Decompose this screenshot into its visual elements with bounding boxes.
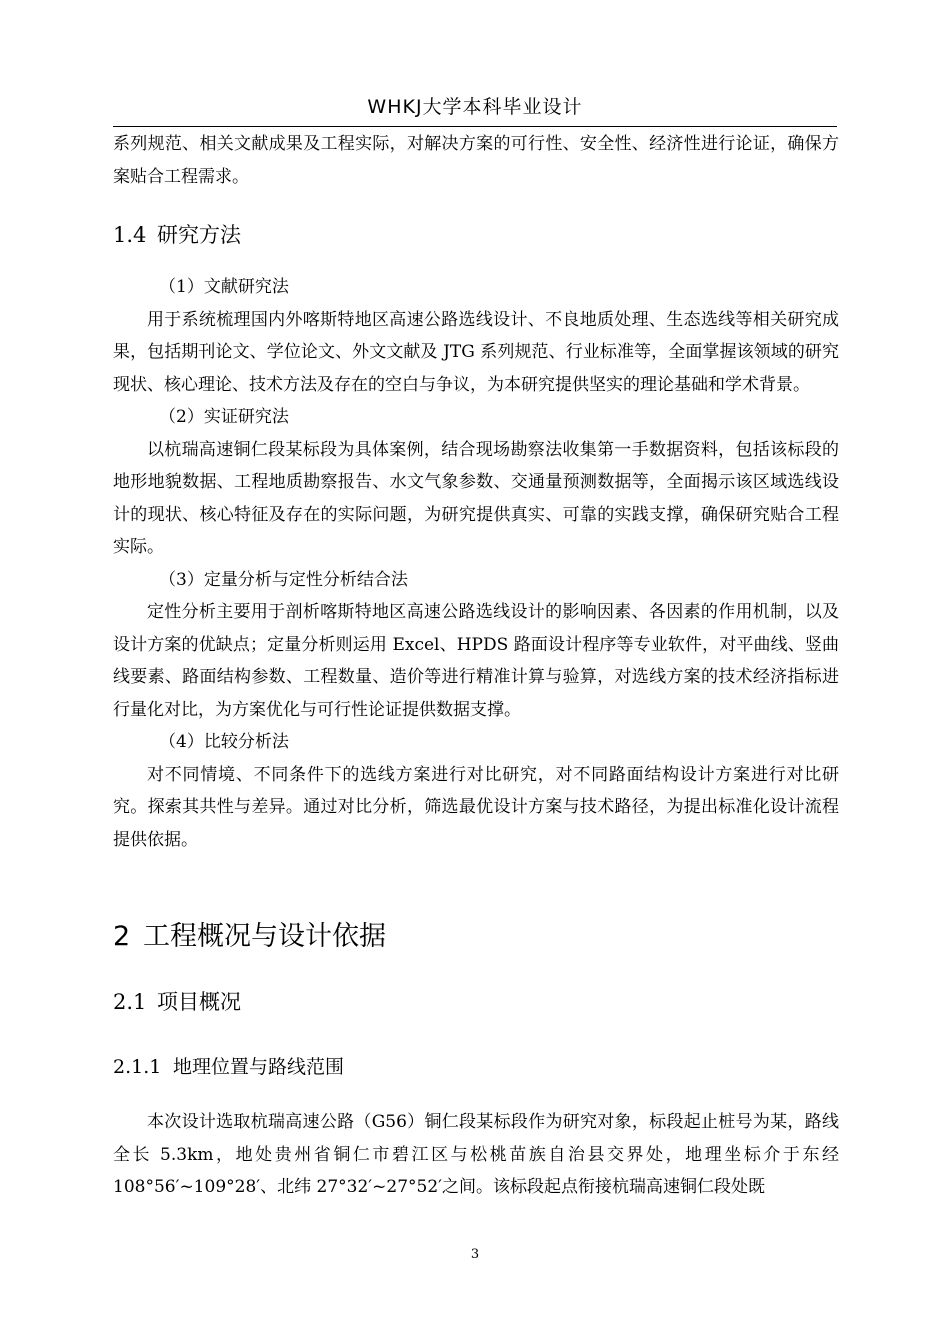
page-number: 3: [470, 1247, 480, 1262]
header-rule: [113, 126, 837, 127]
method-label-3: （3）定量分析与定性分析结合法: [159, 569, 408, 590]
page-body: [113, 128, 839, 1204]
section-heading-2-1: [113, 986, 839, 1016]
section-number: 1.4: [113, 223, 147, 247]
method-text-2: 以杭瑞高速铜仁段某标段为具体案例，结合现场勘察法收集第一手数据资料，包括该标段的地形地貌数据、工程地质勘察报告、水文气象参数、交通量预测数据等，全面揭示该区域选线设计的现状、核心特征及存在的实际问题，为研究提供真实、可靠的实践支撑，确保研究贴合工程实际。: [113, 439, 839, 557]
method-text-3: 定性分析主要用于剖析喀斯特地区高速公路选线设计的影响因素、各因素的作用机制，以及设计方案的优缺点；定量分析则运用 Excel、HPDS 路面设计程序等专业软件，对平曲线、竖曲线要素、路面结构参数、工程数量、造价等进行精准计算与验算，对选线方案的技术经济指标进行量化对比，为方案优化与可行性论证提供数据支撑。: [113, 602, 839, 720]
chapter-heading-2: [113, 914, 839, 953]
subsection-number: 2.1.1: [113, 1056, 162, 1078]
method-text-1: 用于系统梳理国内外喀斯特地区高速公路选线设计、不良地质处理、生态选线等相关研究成果，包括期刊论文、学位论文、外文文献及 JTG 系列规范、行业标准等，全面掌握该领域的研究现状、核心理论、技术方法及存在的空白与争议，为本研究提供坚实的理论基础和学术背景。: [113, 309, 839, 395]
intro-paragraph: 系列规范、相关文献成果及工程实际，对解决方案的可行性、安全性、经济性进行论证，确保方案贴合工程需求。: [113, 134, 839, 187]
section-title: 项目概况: [157, 990, 241, 1014]
section-title: 研究方法: [157, 223, 241, 247]
method-label-1: （1）文献研究法: [159, 277, 289, 297]
section-heading-1-4: [113, 219, 839, 249]
page-header: WHKJ大学本科毕业设计: [367, 96, 583, 118]
method-text-4: 对不同情境、不同条件下的选线方案进行对比研究，对不同路面结构设计方案进行对比研究。探索其共性与差异。通过对比分析，筛选最优设计方案与技术路径，为提出标准化设计流程提供依据。: [113, 764, 839, 850]
location-paragraph: 本次设计选取杭瑞高速公路（G56）铜仁段某标段作为研究对象，标段起止桩号为某，路线全长 5.3km，地处贵州省铜仁市碧江区与松桃苗族自治县交界处，地理坐标介于东经 108°56′~109°28′、北纬 27°32′~27°52′之间。该标段起点衔接杭瑞高速铜仁段处既: [113, 1112, 839, 1197]
subsection-heading-2-1-1: [113, 1052, 839, 1079]
method-label-2: （2）实证研究法: [159, 407, 289, 427]
subsection-title: 地理位置与路线范围: [173, 1056, 345, 1078]
section-number: 2.1: [113, 990, 147, 1014]
method-label-4: （4）比较分析法: [159, 732, 289, 752]
chapter-number: 2: [113, 921, 131, 952]
chapter-title: 工程概况与设计依据: [143, 921, 386, 952]
